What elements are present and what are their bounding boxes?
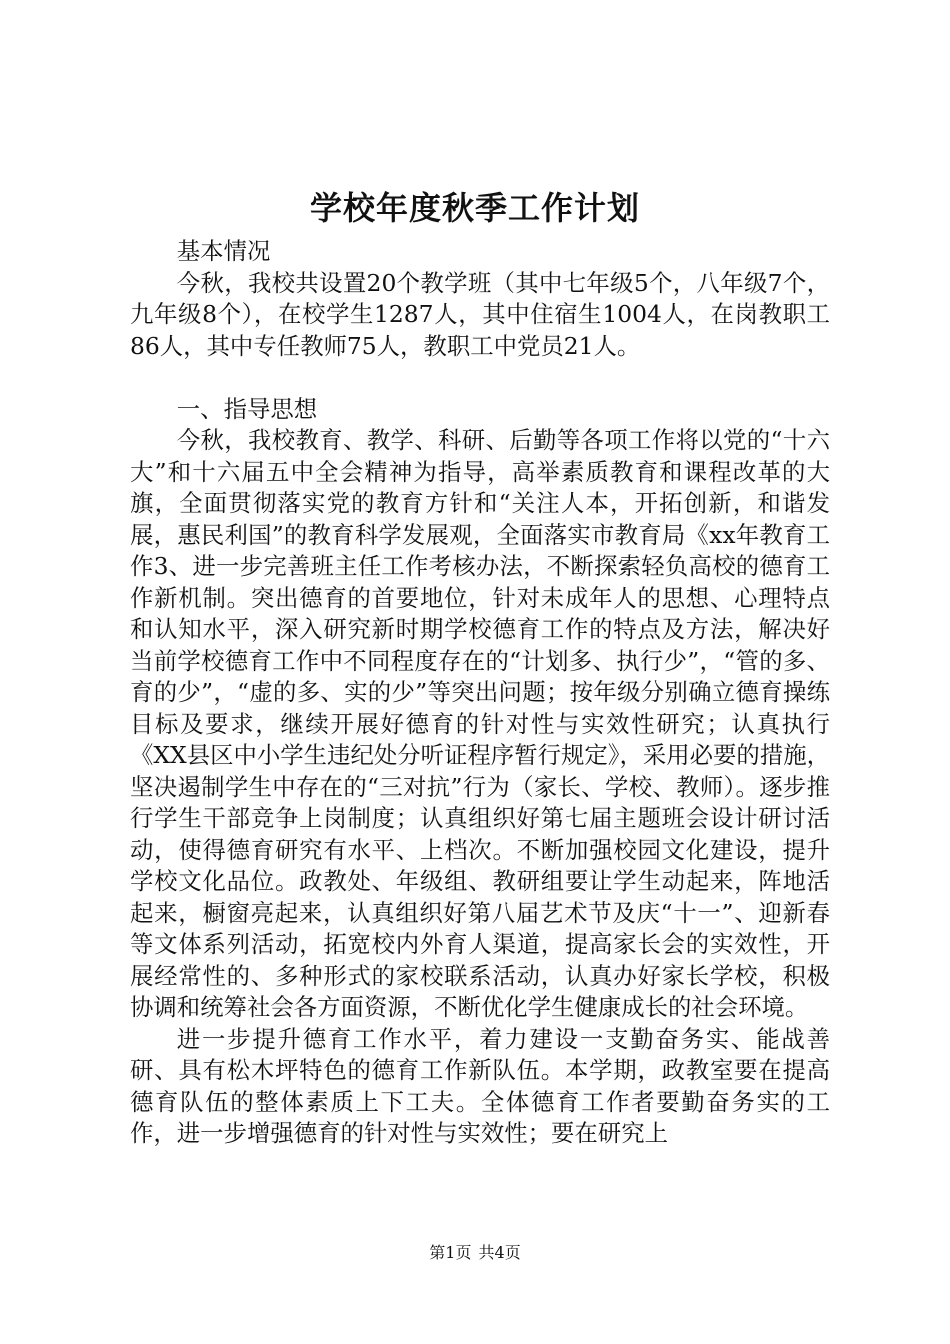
section-heading-basic: 基本情况 bbox=[176, 237, 271, 265]
page-footer: 第1页 共4页 bbox=[429, 1243, 521, 1262]
paragraph-basic-info: 今秋，我校共设置20个教学班（其中七年级5个，八年级7个，九年级8个），在校学生1287人，其中住宿生1004人，在岗教职工86人，其中专任教师75人，教职工中党员21人。 bbox=[130, 268, 830, 360]
paragraph-team-building: 进一步提升德育工作水平，着力建设一支勤奋务实、能战善研、具有松木坪特色的德育工作新队伍。本学期，政教室要在提高德育队伍的整体素质上下工夫。全体德育工作者要勤奋务实的工作，进一步增强德育的针对性与实效性；要在研究上 bbox=[130, 1024, 830, 1147]
paragraph-gap bbox=[130, 362, 830, 394]
section-heading-guiding: 一、指导思想 bbox=[176, 394, 318, 423]
document-title: 学校年度秋季工作计划 bbox=[309, 189, 640, 227]
paragraph-guiding-thought: 今秋，我校教育、教学、科研、后勤等各项工作将以党的“十六大”和十六届五中全会精神为指导，高举素质教育和课程改革的大旗，全面贯彻落实党的教育方针和“关注人本，开拓创新，和谐发展，惠民利国”的教育科学发展观，全面落实市教育局《xx年教育工作3、进一步完善班主任工作考核办法，不断探索轻负高校的德育工作新机制。突出德育的首要地位，针对未成年人的思想、心理特点和认知水平，深入研究新时期学校德育工作的特点及方法，解决好当前学校德育工作中不同程度存在的“计划多、执行少”，“管的多、育的少”，“虚的多、实的少”等突出问题；按年级分别确立德育操练目标及要求，继续开展好德育的针对性与实效性研究；认真执行《XX县区中小学生违纪处分听证程序暂行规定》，采用必要的措施，坚决遏制学生中存在的“三对抗”行为（家长、学校、教师）。逐步推行学生干部竞争上岗制度；认真组织好第七届主题班会设计研讨活动，使得德育研究有水平、上档次。不断加强校园文化建设，提升学校文化品位。政教处、年级组、教研组要让学生动起来，阵地活起来，橱窗亮起来，认真组织好第八届艺术节及庆“十一”、迎新春等文体系列活动，拓宽校内外育人渠道，提高家长会的实效性，开展经常性的、多种形式的家校联系活动，认真办好家长学校，积极协调和统筹社会各方面资源，不断优化学生健康成长的社会环境。 bbox=[130, 426, 830, 1021]
document-body bbox=[130, 236, 830, 1150]
